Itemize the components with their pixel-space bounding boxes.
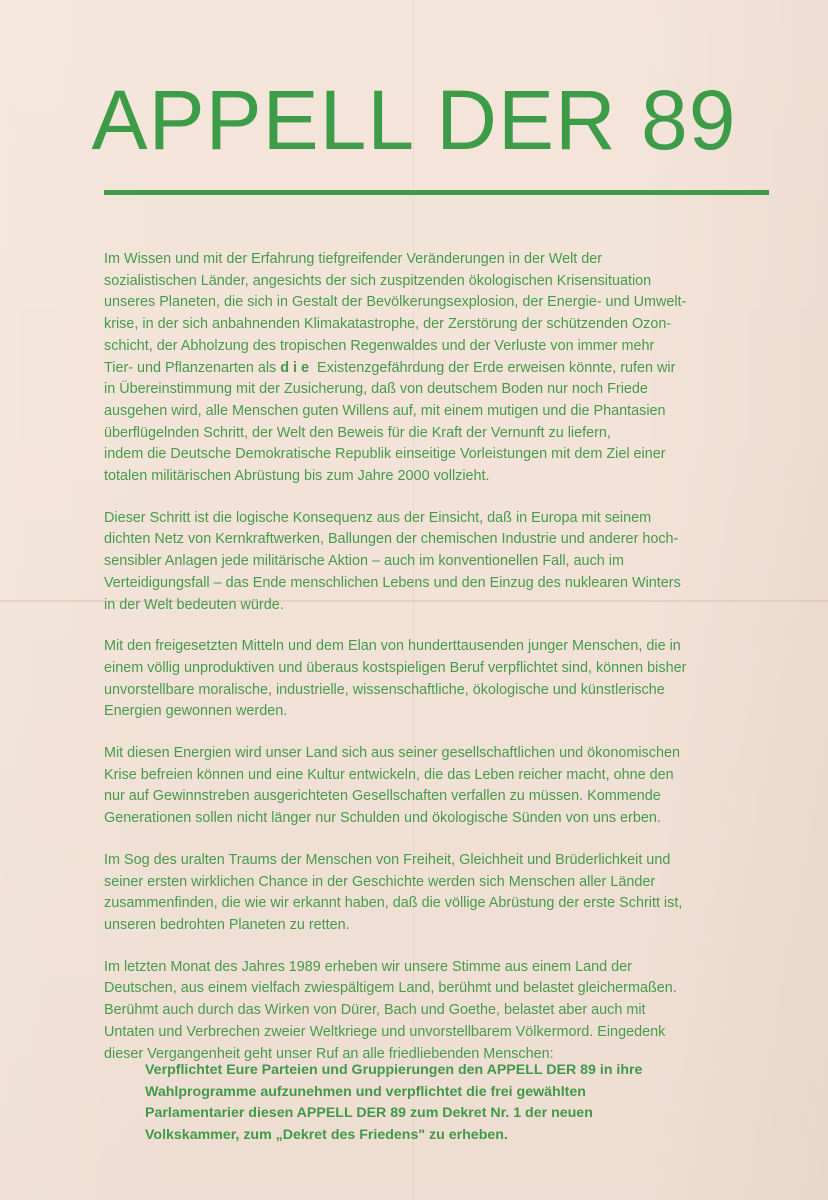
text-line: in der Welt bedeuten würde. — [104, 596, 284, 613]
text-line: dichten Netz von Kernkraftwerken, Ballungen der chemischen Industrie und anderer hoch- — [104, 531, 679, 548]
text-line: unseren bedrohten Planeten zu retten. — [104, 916, 350, 933]
paragraph-6 — [104, 957, 769, 1066]
text-line: Krise befreien können und eine Kultur entwickeln, die das Leben reicher macht, ohne den — [104, 766, 674, 783]
text-line: einem völlig unproduktiven und überaus kostspieligen Beruf verpflichtet sind, können bisher — [104, 659, 687, 676]
text-line: Mit den freigesetzten Mitteln und dem Elan von hunderttausenden junger Menschen, die in — [104, 638, 681, 655]
paragraph-2 — [104, 508, 769, 617]
title-underline-rule — [104, 190, 769, 195]
text-line: Generationen sollen nicht länger nur Schulden und ökologische Sünden von uns erben. — [104, 810, 661, 827]
text-line: Verteidigungsfall – das Ende menschlichen Lebens und den Einzug des nuklearen Winters — [104, 574, 681, 591]
page-title: APPELL DER 89 — [91, 73, 737, 167]
body-text — [104, 249, 769, 1085]
text-line: Deutschen, aus einem vielfach zwiespältigem Land, berühmt und belastet gleichermaßen. — [104, 980, 677, 997]
text-line: Volkskammer, zum „Dekret des Friedens" zu erheben. — [145, 1126, 508, 1143]
text-fragment: Tier- und Pflanzenarten als — [104, 359, 277, 376]
text-line: Berühmt auch durch das Wirken von Dürer, Bach und Goethe, belastet aber auch mit — [104, 1002, 646, 1019]
text-line: Energien gewonnen werden. — [104, 703, 288, 720]
text-line: überflügelnden Schritt, der Welt den Beweis für die Kraft der Vernunft zu liefern, — [104, 424, 611, 441]
text-line: seiner ersten wirklichen Chance in der Geschichte werden sich Menschen aller Länder — [104, 873, 656, 890]
text-line: unvorstellbare moralische, industrielle, wissenschaftliche, ökologische und künstlerische — [104, 681, 665, 698]
text-line: Verpflichtet Eure Parteien und Gruppierungen den APPELL DER 89 in ihre — [145, 1062, 643, 1078]
text-line: Wahlprogramme aufzunehmen und verpflichtet die frei gewählten — [145, 1083, 586, 1100]
text-line: sensibler Anlagen jede militärische Aktion – auch im konventionellen Fall, auch im — [104, 553, 624, 570]
text-line: in Übereinstimmung mit der Zusicherung, daß von deutschem Boden nur noch Friede — [104, 381, 648, 398]
text-line: dieser Vergangenheit geht unser Ruf an alle friedliebenden Menschen: — [104, 1045, 554, 1062]
text-line: nur auf Gewinnstreben ausgerichteten Gesellschaften verfallen zu müssen. Kommende — [104, 788, 661, 805]
text-line: Im Wissen und mit der Erfahrung tiefgreifender Veränderungen in der Welt der — [104, 251, 603, 267]
closing-appeal — [145, 1060, 745, 1146]
paragraph-1 — [104, 249, 769, 488]
paragraph-3 — [104, 636, 769, 723]
text-line — [104, 358, 769, 380]
text-line: indem die Deutsche Demokratische Republik einseitige Vorleistungen mit dem Ziel einer — [104, 446, 666, 463]
text-line: sozialistischen Länder, angesichts der sich zuspitzenden ökologischen Krisensituation — [104, 272, 652, 289]
text-line: Im letzten Monat des Jahres 1989 erheben wir unsere Stimme aus einem Land der — [104, 958, 632, 975]
text-line: Parlamentarier diesen APPELL DER 89 zum Dekret Nr. 1 der neuen — [145, 1105, 593, 1121]
text-line: Untaten und Verbrechen zweier Weltkriege und unvorstellbarem Völkermord. Eingedenk — [104, 1023, 666, 1040]
text-line: Mit diesen Energien wird unser Land sich aus seiner gesellschaftlichen und ökonomischen — [104, 745, 680, 762]
text-line: schicht, der Abholzung des tropischen Regenwaldes und der Verluste von immer mehr — [104, 337, 655, 354]
text-fragment: Existenzgefährdung der Erde erweisen könnte, rufen wir — [317, 359, 676, 376]
text-line: krise, in der sich anbahnenden Klimakatastrophe, der Zerstörung der schützenden Ozon- — [104, 316, 672, 333]
text-line: unseres Planeten, die sich in Gestalt der Bevölkerungsexplosion, der Energie- und Umwelt- — [104, 294, 687, 311]
paragraph-5 — [104, 850, 769, 937]
text-line: zusammenfinden, die wie wir erkannt haben, daß die völlige Abrüstung der erste Schritt ist, — [104, 895, 683, 912]
text-line: Im Sog des uralten Traums der Menschen von Freiheit, Gleichheit und Brüderlichkeit und — [104, 851, 671, 868]
text-line: Dieser Schritt ist die logische Konsequenz aus der Einsicht, daß in Europa mit seinem — [104, 509, 652, 526]
emphasized-word: die — [280, 359, 314, 376]
text-line: totalen militärischen Abrüstung bis zum Jahre 2000 vollzieht. — [104, 468, 490, 485]
paragraph-4 — [104, 743, 769, 830]
text-line: ausgehen wird, alle Menschen guten Willens auf, mit einem mutigen und die Phantasien — [104, 402, 666, 419]
